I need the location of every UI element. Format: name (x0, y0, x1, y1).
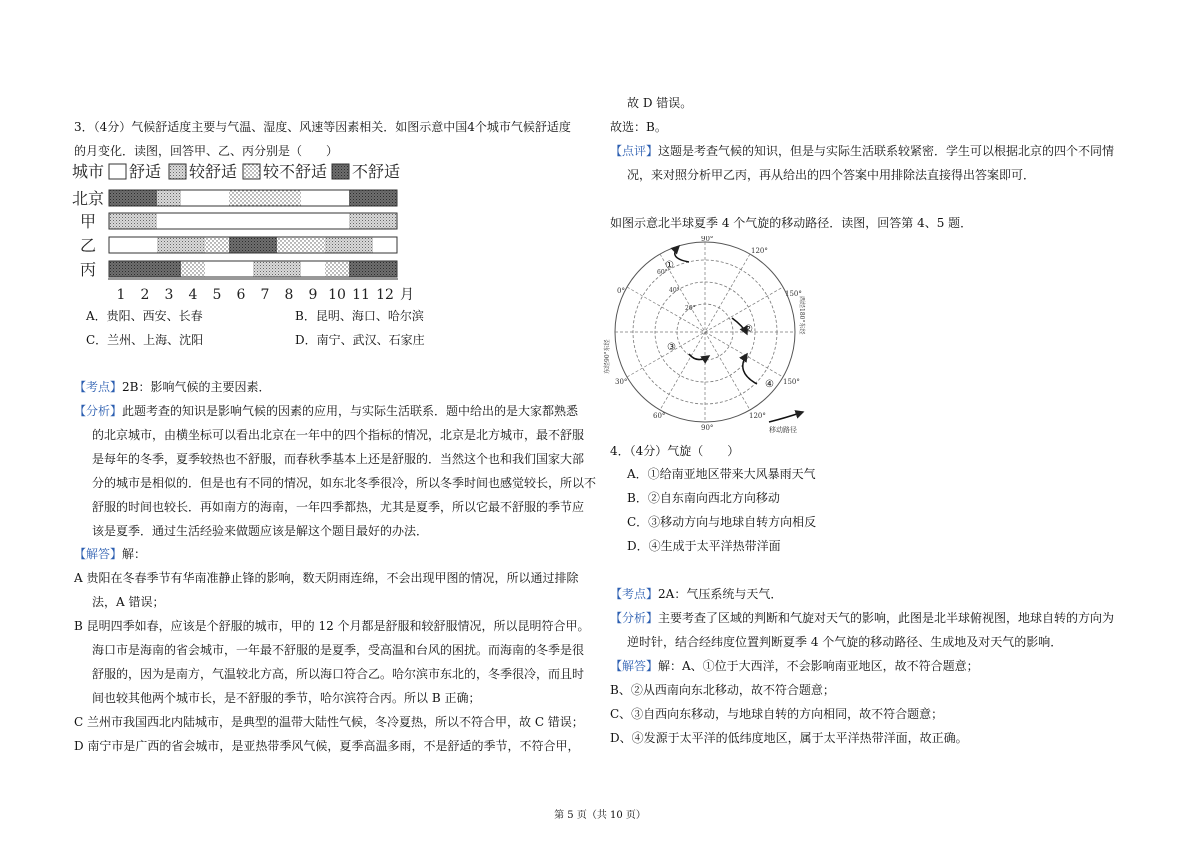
fenxi-line-6: 该是夏季．通过生活经验来做题应该是解这个题目最好的办法． (92, 524, 429, 538)
comfort-cell-uncomfortable (349, 190, 373, 206)
legend-item-uncomfortable: 不舒适 (352, 162, 401, 181)
cyclone-path-1 (675, 246, 689, 262)
kaodian-section (74, 379, 270, 395)
q3-option-a: A．贵阳、西安、长春 (86, 309, 203, 323)
lon-labels (615, 236, 802, 432)
q3-option-c: C．兰州、上海、沈阳 (86, 333, 204, 347)
q4-kaodian-tag: 【考点】 (610, 587, 659, 601)
cyclone-label-1: ① (665, 260, 674, 271)
legend-item-fairly-uncomfortable: 较不舒适 (263, 162, 328, 181)
kaodian-text: 2B：影响气候的主要因素． (122, 380, 271, 394)
month-tick-label: 10 (328, 287, 346, 303)
comfort-cell-comfortable (205, 190, 229, 206)
continued-line-1: 故 D 错误。 (627, 96, 693, 110)
map-arrow-label: 移动路径 (769, 426, 797, 434)
comfort-cell-comfortable (181, 190, 205, 206)
fenxi-line-2: 的北京城市，由横坐标可以看出北京在一年中的四个指标的情况，北京是北方城市，最不舒服 (92, 428, 585, 442)
fenxi-tag: 【分析】 (74, 404, 123, 418)
month-tick-label: 8 (284, 287, 294, 303)
legend-swatch-fairly-uncomfortable (243, 164, 260, 179)
q4-kaodian-text: 2A：气压系统与天气． (658, 587, 783, 601)
month-tick-label: 7 (260, 287, 270, 303)
month-ticks (117, 287, 394, 303)
comfort-cell-comfortable (229, 261, 253, 277)
lon-label: 30° (615, 378, 628, 386)
comfort-cell-fairly-comfortable (157, 190, 181, 206)
comfort-cell-fairly-comfortable (349, 213, 373, 229)
comfort-cell-fairly-comfortable (373, 213, 397, 229)
comfort-cell-fairly-uncomfortable (229, 190, 253, 206)
q4-fenxi-line-2: 逆时针，结合经纬度位置判断夏季 4 个气旋的移动路径、生成地及对天气的影响． (627, 635, 1063, 649)
month-tick-label: 9 (308, 287, 318, 303)
legend-swatch-uncomfortable (332, 164, 349, 179)
city-label-beijing: 北京 (72, 189, 105, 208)
fenxi-line-1: 此题考查的知识是影响气候的因素的应用，与实际生活联系．题中给出的是大家都熟悉 (122, 404, 579, 418)
comfort-cell-uncomfortable (349, 261, 373, 277)
q4-jieda-section (610, 658, 979, 674)
lon-label: 120° (751, 247, 768, 255)
comfort-cell-comfortable (253, 213, 277, 229)
comfort-cell-fairly-uncomfortable (253, 190, 277, 206)
comfort-cell-fairly-comfortable (253, 261, 277, 277)
jieda-tag: 【解答】 (74, 547, 123, 561)
jieda-section (74, 546, 146, 562)
comfort-cell-comfortable (157, 213, 181, 229)
cyclone-labels (665, 260, 774, 390)
cyclone-label-3: ③ (667, 342, 676, 353)
comfort-cell-comfortable (301, 190, 325, 206)
legend-swatch-comfortable (109, 164, 126, 179)
q3-option-b: B．昆明、海口、哈尔滨 (295, 309, 424, 323)
answer-line-6: 间也较其他两个城市长，是不舒服的季节，哈尔滨符合丙。所以 B 正确； (92, 691, 481, 705)
comfort-cell-fairly-comfortable (109, 213, 133, 229)
q4-option-d: D．④生成于太平洋热带洋面 (627, 539, 781, 553)
comfort-cell-fairly-uncomfortable (205, 237, 229, 253)
comfort-cell-comfortable (133, 237, 157, 253)
legend-item-fairly-comfortable: 较舒适 (189, 162, 238, 181)
lon-label: 90° (701, 236, 714, 243)
month-tick-label: 4 (188, 287, 198, 303)
answer-line-4: 海口市是海南的省会城市，一年最不舒服的是夏季，受高温和台风的困扰。而海南的冬季是很 (92, 643, 585, 657)
comfort-cell-comfortable (301, 213, 325, 229)
comfort-cell-fairly-comfortable (133, 213, 157, 229)
comfort-cell-fairly-comfortable (157, 237, 181, 253)
fenxi-line-4: 分的城市是相似的．但是也有不同的情况，如东北冬季很冷，所以冬季时间也感觉较长，所以不 (92, 476, 597, 490)
comfort-cell-uncomfortable (133, 190, 157, 206)
q4-option-b: B．②自东南向西北方向移动 (627, 491, 780, 505)
comfort-cell-fairly-uncomfortable (277, 190, 301, 206)
comfort-cell-fairly-uncomfortable (301, 237, 325, 253)
q4-fenxi-line-1: 主要考查了区域的判断和气旋对天气的影响，此图是北半球俯视图，地球自转的方向为 (658, 611, 1115, 625)
cyclone-map (597, 236, 823, 436)
jieda-text: 解： (122, 547, 147, 561)
month-tick-label: 6 (236, 287, 246, 303)
q4-answer-line-1: B、②从西南向东北移动，故不符合题意； (610, 683, 835, 697)
lon-label: 0° (617, 287, 625, 295)
q4-stem: 4．（4分）气旋（ ） (610, 444, 740, 458)
lon-label: 150° (785, 290, 802, 298)
q3-option-d: D．南宁、武汉、石家庄 (295, 333, 425, 347)
answer-line-7: C 兰州市我国西北内陆城市，是典型的温带大陆性气候，冬冷夏热，所以不符合甲，故 C 错误； (74, 715, 584, 729)
lat-label: 40° (669, 287, 680, 294)
comfort-cell-fairly-uncomfortable (181, 261, 205, 277)
map-side-right-label: 西经180°东经 (798, 296, 805, 335)
q4-answer-line-3: D、④发源于太平洋的低纬度地区，属于太平洋热带洋面，故正确。 (610, 731, 968, 745)
answer-line-5: 舒服的，因为是南方，气温较北方高，所以海口符合乙。哈尔滨市东北的，冬季很冷，而且时 (92, 667, 585, 681)
month-tick-label: 12 (376, 287, 394, 303)
q4-answer-line-2: C、③自西向东移动，与地球自转的方向相同，故不符合题意； (610, 707, 944, 721)
legend-swatch-fairly-comfortable (169, 164, 186, 179)
answer-line-8: D 南宁市是广西的省会城市，是亚热带季风气候，夏季高温多雨，不是舒适的季节，不符合甲， (74, 739, 580, 753)
comfort-chart (68, 160, 418, 306)
q4-option-c: C．③移动方向与地球自转方向相反 (627, 515, 817, 529)
q4-option-a: A．①给南亚地区带来大风暴雨天气 (627, 467, 816, 481)
comfort-cell-comfortable (373, 237, 397, 253)
dianping-line-1: 这题是考查气候的知识，但是与实际生活联系较紧密．学生可以根据北京的四个不同情 (658, 144, 1115, 158)
answer-line-1: A 贵阳在冬春季节有华南准静止锋的影响，数天阴雨连绵，不会出现甲图的情况，所以通过排除 (74, 571, 579, 585)
meridians (615, 242, 795, 422)
comfort-cell-uncomfortable (109, 190, 133, 206)
continued-line-2: 故选：B。 (610, 120, 667, 134)
answer-line-3: B 昆明四季如春，应该是个舒服的城市，甲的 12 个月都是舒服和较舒服情况，所以昆明符合甲。 (74, 619, 590, 633)
q4-fenxi-tag: 【分析】 (610, 611, 659, 625)
comfort-cell-fairly-comfortable (181, 237, 205, 253)
month-tick-label: 3 (164, 287, 174, 303)
dianping-line-2: 况，来对照分析甲乙丙，再从给出的四个答案中用排除法直接得出答案即可． (627, 168, 1036, 182)
city-label-jia: 甲 (80, 212, 97, 231)
legend-item-comfortable: 舒适 (129, 162, 162, 181)
page-footer: 第 5 页（共 10 页） (554, 810, 646, 821)
lat-label: 60° (657, 269, 668, 276)
comfort-cell-fairly-comfortable (325, 237, 349, 253)
lat-label: 20° (685, 305, 696, 312)
month-unit-label: 月 (400, 287, 414, 303)
month-tick-label: 11 (352, 287, 370, 303)
lon-label: 120° (749, 412, 766, 420)
comfort-cell-comfortable (109, 237, 133, 253)
month-tick-label: 1 (116, 287, 126, 303)
q4-jieda-text: 解：A、①位于大西洋，不会影响南亚地区，故不符合题意； (658, 659, 979, 673)
legend-city-label: 城市 (72, 162, 105, 181)
q4-fenxi-section (610, 610, 1114, 626)
dianping-tag: 【点评】 (610, 144, 659, 158)
lat-labels (657, 269, 696, 312)
q4-kaodian-section (610, 586, 782, 602)
comfort-cell-uncomfortable (229, 237, 253, 253)
q3-stem-line-1: 3．（4分）气候舒适度主要与气温、湿度、风速等因素相关．如图示意中国4个城市气候舒适度 (74, 120, 571, 134)
fenxi-line-3: 是每年的冬季，夏季较热也不舒服，而春秋季基本上还是舒服的．当然这个也和我们国家大部 (92, 452, 585, 466)
lon-label: 60° (653, 412, 666, 420)
comfort-cell-fairly-comfortable (277, 261, 301, 277)
q4-intro: 如图示意北半球夏季 4 个气旋的移动路径．读图，回答第 4、5 题． (610, 216, 973, 230)
comfort-cell-fairly-comfortable (349, 237, 373, 253)
dianping-section (610, 143, 1114, 159)
month-tick-label: 5 (212, 287, 222, 303)
comfort-cell-comfortable (205, 213, 229, 229)
chart-bars (109, 190, 397, 277)
answer-line-2: 法，A 错误； (92, 595, 165, 609)
comfort-cell-uncomfortable (157, 261, 181, 277)
map-side-left-label: 东经90°东经 (604, 339, 611, 374)
q3-stem-line-2: 的月变化．读图，回答甲、乙、丙分别是（ ） (74, 144, 339, 158)
cyclone-label-4: ④ (765, 379, 774, 390)
comfort-cell-comfortable (301, 261, 325, 277)
comfort-cell-comfortable (181, 213, 205, 229)
comfort-cell-uncomfortable (253, 237, 277, 253)
lon-label: 150° (783, 378, 800, 386)
comfort-cell-comfortable (205, 261, 229, 277)
kaodian-tag: 【考点】 (74, 380, 123, 394)
comfort-cell-fairly-uncomfortable (277, 237, 301, 253)
comfort-cell-comfortable (325, 190, 349, 206)
comfort-cell-fairly-uncomfortable (325, 261, 349, 277)
comfort-cell-uncomfortable (373, 190, 397, 206)
comfort-cell-uncomfortable (373, 261, 397, 277)
lon-label: 90° (701, 424, 714, 432)
comfort-cell-comfortable (229, 213, 253, 229)
city-label-yi: 乙 (80, 236, 97, 255)
comfort-cell-comfortable (277, 213, 301, 229)
cyclone-label-2: ② (744, 324, 753, 335)
legend-arrow-icon (769, 412, 803, 422)
fenxi-section (74, 403, 578, 419)
comfort-cell-uncomfortable (133, 261, 157, 277)
month-tick-label: 2 (140, 287, 150, 303)
comfort-cell-uncomfortable (109, 261, 133, 277)
fenxi-line-5: 舒服的时间也较长．再如南方的海南，一年四季都热，尤其是夏季，所以它最不舒服的季节应 (92, 500, 585, 514)
q4-jieda-tag: 【解答】 (610, 659, 659, 673)
comfort-cell-comfortable (325, 213, 349, 229)
cyclone-path-4 (743, 354, 757, 384)
city-label-bing: 丙 (80, 260, 97, 279)
